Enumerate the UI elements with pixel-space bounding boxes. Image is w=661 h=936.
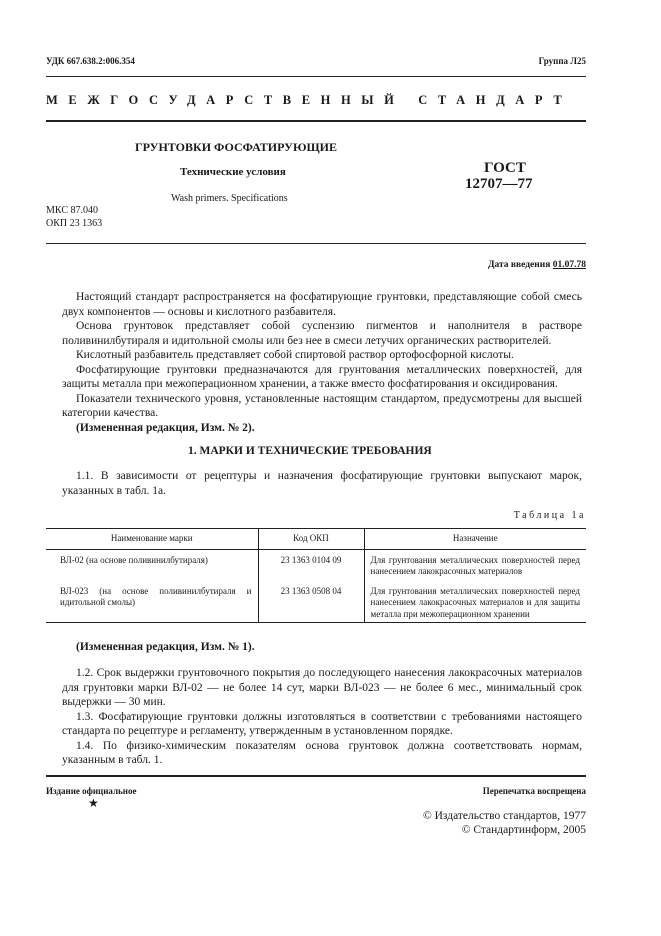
intro-paragraph: Настоящий стандарт распространяется на фосфатирующие грунтовки, представляющие собой смесь двух компонентов — основы и кислотного разбавителя. (62, 291, 582, 318)
intro-paragraph: Фосфатирующие грунтовки предназначаются для грунтования металлических поверхностей, для защиты металла при межоперационном хранении, а также вместо фосфатирования и оксидирования. (62, 363, 582, 390)
official-edition: Издание официальное (46, 786, 137, 796)
copyright-2005: © Стандартинформ, 2005 (461, 824, 586, 836)
clause-1-4: 1.4. По физико-химическим показателям основа грунтовок должна соответствовать нормам, указанным в табл. 1. (62, 739, 582, 766)
header-rule-top (46, 76, 586, 77)
amendment-note: (Измененная редакция, Изм. № 2). (76, 421, 255, 434)
clause-1-2: 1.2. Срок выдержки грунтовочного покрытия до последующего нанесения лакокрасочных материалов для грунтовки марки ВЛ-02 — не более 14 сут, марки ВЛ-023 — не более 6 мес., минимальный срок выдержки — 30 мин. (62, 667, 582, 708)
document-subtitle: Технические условия (180, 166, 286, 178)
udk-code: УДК 667.638.2:006.354 (46, 56, 135, 66)
grades-table (46, 528, 586, 623)
table-header-row (46, 529, 586, 550)
table-caption: Таблица 1а (513, 510, 586, 521)
clauses-section (62, 666, 582, 768)
gost-number: 12707—77 (465, 176, 533, 192)
mks-code: МКС 87.040 (46, 205, 98, 216)
title-rule (46, 243, 586, 244)
table-cell-purpose: Для грунтования металлических поверхностей перед нанесением лакокрасочных материалов и для защиты металла при межоперационном хранении (364, 584, 586, 623)
document-title: ГРУНТОВКИ ФОСФАТИРУЮЩИЕ (135, 140, 337, 154)
table-header-cell: Наименование марки (46, 529, 258, 550)
interstate-standard-heading: МЕЖГОСУДАРСТВЕННЫЙ СТАНДАРТ (46, 93, 573, 107)
gost-label: ГОСТ (484, 160, 526, 176)
group-code: Группа Л25 (538, 56, 586, 66)
intro-paragraph: Основа грунтовок представляет собой суспензию пигментов и наполнителя в растворе поливинилбутираля и идитольной смолы или без нее в смеси летучих органических растворителей. (62, 320, 582, 347)
table-cell-purpose: Для грунтования металлических поверхностей перед нанесением лакокрасочных материалов (364, 549, 586, 584)
table-row (46, 584, 586, 623)
intro-section (62, 290, 582, 435)
table-cell-name: ВЛ-02 (на основе поливинилбутираля) (60, 554, 208, 565)
reprint-prohibited: Перепечатка воспрещена (482, 786, 586, 796)
introduction-date-value: 01.07.78 (552, 260, 586, 270)
intro-paragraph: Показатели технического уровня, установленные настоящим стандартом, предусмотрены для высшей категории качества. (62, 392, 582, 419)
intro-paragraph: Кислотный разбавитель представляет собой спиртовой раствор ортофосфорной кислоты. (76, 349, 514, 361)
introduction-date-label: Дата введения (487, 260, 551, 270)
clause-text: 1.1. В зависимости от рецептуры и назначения фосфатирующие грунтовки выпускают марок, указанных в табл. 1а. (62, 470, 582, 497)
header-rule-bottom (46, 120, 586, 122)
amendment-note: (Измененная редакция, Изм. № 1). (76, 641, 255, 653)
introduction-date (488, 260, 586, 270)
footer-rule (46, 775, 586, 777)
star-icon: ★ (88, 796, 99, 810)
table-cell-name: ВЛ-023 (на основе поливинилбутираля и идитольной смолы) (46, 584, 258, 623)
copyright-1977: © Издательство стандартов, 1977 (422, 810, 586, 822)
table-cell-code: 23 1363 0104 09 (258, 549, 364, 584)
clause-1-1 (62, 469, 582, 498)
section-heading: 1. МАРКИ И ТЕХНИЧЕСКИЕ ТРЕБОВАНИЯ (188, 445, 432, 457)
clause-1-3: 1.3. Фосфатирующие грунтовки должны изготовляться в соответствии с требованиями настоящего стандарта по рецептуре и регламенту, утвержденным в установленном порядке. (62, 710, 582, 737)
okp-code: ОКП 23 1363 (46, 218, 103, 229)
table-cell-code: 23 1363 0508 04 (258, 584, 364, 623)
table-header-cell: Код ОКП (258, 529, 364, 550)
table-header-cell: Назначение (364, 529, 586, 550)
table-row (46, 549, 586, 584)
english-title: Wash primers. Specifications (171, 193, 288, 204)
